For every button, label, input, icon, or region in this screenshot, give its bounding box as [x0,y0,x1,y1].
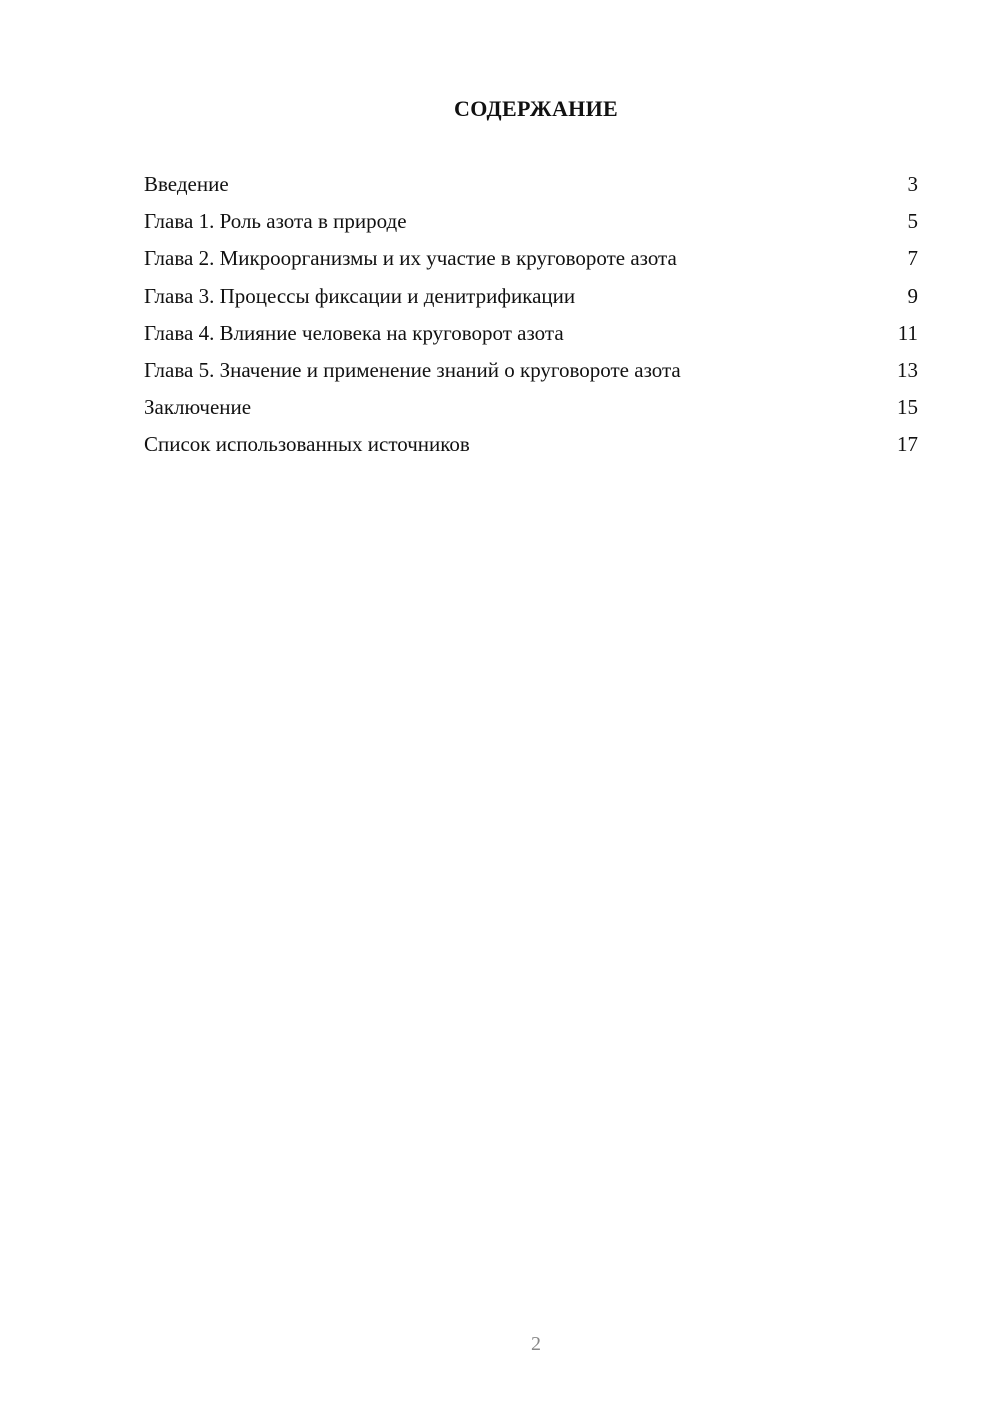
toc-entry-label: Введение [144,172,229,196]
toc-entry-page: 9 [907,283,918,308]
toc-entry-introduction[interactable] [144,169,918,206]
toc-entry-chapter-3[interactable] [144,281,918,318]
toc-entry-page: 11 [897,320,918,345]
toc-entry-chapter-5[interactable] [144,355,918,392]
toc-entry-label: Глава 3. Процессы фиксации и денитрификации [144,283,576,308]
toc-entry-page: 3 [907,172,918,196]
toc-entry-label: Глава 4. Влияние человека на круговорот азота [144,320,564,345]
toc-entry-references[interactable] [144,429,918,466]
toc-entry-page: 5 [907,209,918,234]
toc-entry-conclusion[interactable] [144,392,918,429]
toc-entry-page: 15 [897,395,918,420]
toc-entry-page: 13 [897,357,918,382]
toc-entry-label: Глава 2. Микроорганизмы и их участие в круговороте азота [144,246,677,271]
page-title: СОДЕРЖАНИЕ [454,96,618,121]
toc-entry-chapter-1[interactable] [144,206,918,243]
toc-entry-label: Список использованных источников [144,432,470,457]
toc-entry-chapter-4[interactable] [144,318,918,355]
toc-entry-chapter-2[interactable] [144,243,918,280]
page-number: 2 [531,1333,541,1355]
table-of-contents [144,169,918,467]
toc-entry-label: Глава 1. Роль азота в природе [144,209,407,234]
toc-entry-label: Глава 5. Значение и применение знаний о круговороте азота [144,357,681,382]
toc-entry-page: 7 [907,246,918,271]
toc-entry-label: Заключение [144,395,252,420]
toc-entry-page: 17 [897,432,918,457]
